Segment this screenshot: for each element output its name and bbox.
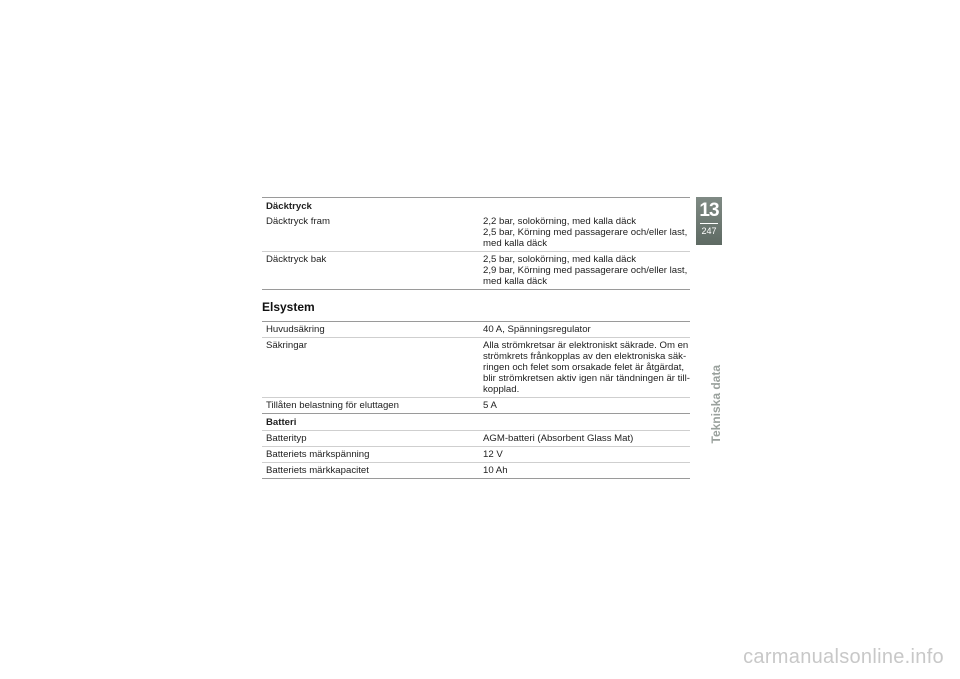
table-row [262, 252, 690, 290]
value-line: 2,5 bar, Körning med passagerare och/eller last, med kalla däck [483, 227, 688, 249]
value-line: 2,5 bar, solokörning, med kalla däck [483, 254, 637, 265]
row-value: 40 A, Spänningsregulator [479, 322, 690, 338]
row-value: Alla strömkretsar är elektroniskt säkrade. Om en strömkrets frånkopplas av den elektroniska säk-ringen och felet som orsakade felet är åtgärdat, blir strömkretsen aktiv igen när tändningen är till-kopplad. [479, 338, 690, 398]
table-row [262, 463, 690, 479]
table-row [262, 338, 690, 398]
row-value [479, 252, 690, 290]
tyre-pressure-table [262, 197, 690, 290]
table-row [262, 398, 690, 414]
chapter-number: 13 [699, 200, 719, 221]
row-label: Batteriets märkspänning [262, 447, 479, 463]
table-row [262, 322, 690, 338]
chapter-tab [696, 197, 722, 245]
value-line: 2,2 bar, solokörning, med kalla däck [483, 216, 637, 227]
row-label: Huvudsäkring [262, 322, 479, 338]
chapter-title: Tekniska data [709, 365, 723, 444]
page-number: 247 [701, 226, 717, 236]
row-label: Däcktryck bak [262, 252, 479, 290]
row-label: Batterityp [262, 431, 479, 447]
electrical-table [262, 321, 690, 479]
watermark: carmanualsonline.info [743, 646, 944, 668]
row-value: AGM-batteri (Absorbent Glass Mat) [479, 431, 690, 447]
row-label: Tillåten belastning för eluttagen [262, 398, 479, 414]
table-row [262, 214, 690, 252]
row-value [479, 214, 690, 252]
row-value: 5 A [479, 398, 690, 414]
row-value: 10 Ah [479, 463, 690, 479]
tyre-pressure-heading: Däcktryck [262, 198, 690, 215]
chapter-divider [700, 223, 718, 224]
row-label: Batteriets märkkapacitet [262, 463, 479, 479]
row-label: Säkringar [262, 338, 479, 398]
table-row [262, 431, 690, 447]
table-row [262, 447, 690, 463]
section-title: Elsystem [262, 300, 315, 314]
spec-content [262, 197, 690, 479]
row-value: 12 V [479, 447, 690, 463]
row-label: Däcktryck fram [262, 214, 479, 252]
tyre-pressure-heading-row [262, 198, 690, 215]
battery-heading: Batteri [262, 414, 690, 431]
side-label [699, 365, 723, 465]
value-line: 2,9 bar, Körning med passagerare och/eller last, med kalla däck [483, 265, 688, 287]
battery-heading-row [262, 414, 690, 431]
